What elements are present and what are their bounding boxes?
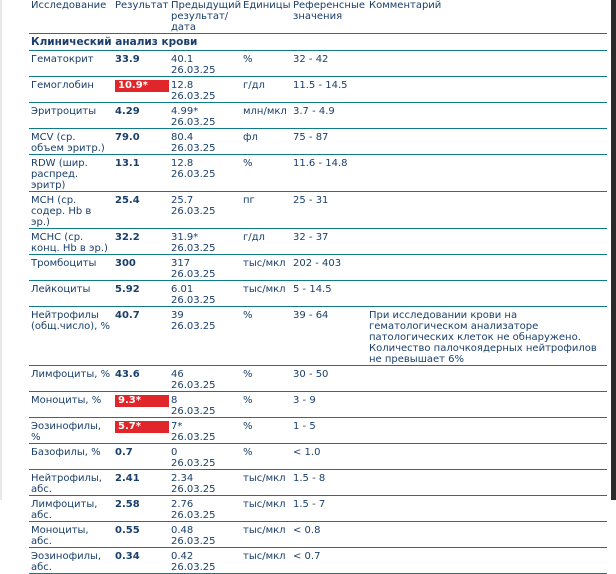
previous-result xyxy=(169,192,241,229)
table-row xyxy=(29,366,607,392)
previous-date: 26.03.25 xyxy=(171,169,216,180)
units: г/дл xyxy=(241,77,291,103)
previous-result xyxy=(169,255,241,281)
test-name: Моноциты, % xyxy=(29,392,113,418)
units: % xyxy=(241,155,291,192)
previous-date: 26.03.25 xyxy=(171,206,216,217)
comment xyxy=(367,255,607,281)
comment: При исследовании крови на гематологическом анализаторе патологических клеток не обнаружено. Количество палочкоядерных нейтрофилов не превышает 6% xyxy=(367,307,607,366)
comment xyxy=(367,51,607,77)
units: фл xyxy=(241,129,291,155)
test-name: Моноциты, абс. xyxy=(29,522,113,548)
previous-date: 26.03.25 xyxy=(171,65,216,76)
table-row xyxy=(29,444,607,470)
test-name: Базофилы, % xyxy=(29,444,113,470)
previous-value: 0 xyxy=(171,447,178,458)
previous-value: 8 xyxy=(171,395,178,406)
test-name: Лимфоциты, абс. xyxy=(29,496,113,522)
reference-range: 11.5 - 14.5 xyxy=(291,77,367,103)
reference-range: 3.7 - 4.9 xyxy=(291,103,367,129)
reference-range: 1.5 - 7 xyxy=(291,496,367,522)
comment xyxy=(367,155,607,192)
result-value: 40.7 xyxy=(113,307,169,366)
result-value: 0.55 xyxy=(113,522,169,548)
table-row xyxy=(29,129,607,155)
previous-result xyxy=(169,103,241,129)
result-value: 0.7 xyxy=(113,444,169,470)
result-value: 0.34 xyxy=(113,548,169,574)
test-name: Нейтрофилы (общ.число), % xyxy=(29,307,113,366)
reference-range: < 0.8 xyxy=(291,522,367,548)
previous-result xyxy=(169,496,241,522)
result-value: 13.1 xyxy=(113,155,169,192)
test-name: RDW (шир. распред. эритр) xyxy=(29,155,113,192)
header-units: Единицы xyxy=(243,0,291,11)
comment xyxy=(367,470,607,496)
previous-date: 26.03.25 xyxy=(171,380,216,391)
reference-range: 25 - 31 xyxy=(291,192,367,229)
previous-result xyxy=(169,522,241,548)
previous-value: 2.76 xyxy=(171,499,194,510)
abnormal-result-flag: 5.7* xyxy=(115,421,169,433)
units: % xyxy=(241,307,291,366)
test-name: Тромбоциты xyxy=(29,255,113,281)
result-value xyxy=(113,418,169,444)
previous-value: 25.7 xyxy=(171,195,194,206)
test-name: Лейкоциты xyxy=(29,281,113,307)
reference-range: 5 - 14.5 xyxy=(291,281,367,307)
reference-range: 202 - 403 xyxy=(291,255,367,281)
previous-result xyxy=(169,77,241,103)
previous-date: 26.03.25 xyxy=(171,321,216,332)
result-value: 300 xyxy=(113,255,169,281)
units: % xyxy=(241,418,291,444)
table-row xyxy=(29,255,607,281)
comment xyxy=(367,103,607,129)
previous-result xyxy=(169,129,241,155)
table-header xyxy=(29,0,607,34)
previous-value: 317 xyxy=(171,258,191,269)
test-name: Эозинофилы, абс. xyxy=(29,548,113,574)
previous-date: 26.03.25 xyxy=(171,143,216,154)
comment xyxy=(367,192,607,229)
section-row xyxy=(29,34,607,51)
previous-date: 26.03.25 xyxy=(171,562,216,573)
units: млн/мкл xyxy=(241,103,291,129)
table-row xyxy=(29,229,607,255)
previous-result xyxy=(169,366,241,392)
result-value: 5.92 xyxy=(113,281,169,307)
result-value: 43.6 xyxy=(113,366,169,392)
previous-date: 26.03.25 xyxy=(171,269,216,280)
reference-range: 11.6 - 14.8 xyxy=(291,155,367,192)
result-value xyxy=(113,392,169,418)
test-name: Гематокрит xyxy=(29,51,113,77)
abnormal-result-flag: 10.9* xyxy=(115,80,169,92)
reference-range: < 1.0 xyxy=(291,444,367,470)
header-comment: Комментарий xyxy=(369,0,442,11)
previous-result xyxy=(169,444,241,470)
result-value: 32.2 xyxy=(113,229,169,255)
previous-date: 26.03.25 xyxy=(171,91,216,102)
previous-value: 2.34 xyxy=(171,473,194,484)
page-left-edge xyxy=(0,0,2,500)
table-row xyxy=(29,470,607,496)
reference-range: 3 - 9 xyxy=(291,392,367,418)
comment xyxy=(367,418,607,444)
result-value xyxy=(113,77,169,103)
units: пг xyxy=(241,192,291,229)
comment xyxy=(367,548,607,574)
header-reference: Референсные значения xyxy=(293,0,366,22)
comment xyxy=(367,444,607,470)
table-row xyxy=(29,548,607,574)
test-name: Лимфоциты, % xyxy=(29,366,113,392)
previous-value: 4.99* xyxy=(171,106,199,117)
comment xyxy=(367,496,607,522)
test-name: Нейтрофилы, абс. xyxy=(29,470,113,496)
comment xyxy=(367,77,607,103)
comment xyxy=(367,129,607,155)
previous-result xyxy=(169,281,241,307)
previous-date: 26.03.25 xyxy=(171,432,216,443)
test-name: MCV (ср. объем эритр.) xyxy=(29,129,113,155)
previous-result xyxy=(169,392,241,418)
comment xyxy=(367,229,607,255)
comment xyxy=(367,392,607,418)
table-row xyxy=(29,103,607,129)
units: % xyxy=(241,444,291,470)
previous-value: 46 xyxy=(171,369,184,380)
table-row xyxy=(29,522,607,548)
previous-value: 7* xyxy=(171,421,183,432)
comment xyxy=(367,281,607,307)
abnormal-result-flag: 9.3* xyxy=(115,395,169,407)
previous-date: 26.03.25 xyxy=(171,243,216,254)
page-right-edge xyxy=(611,0,616,500)
previous-date: 26.03.25 xyxy=(171,295,216,306)
previous-result xyxy=(169,470,241,496)
test-name: MCH (ср. содер. Hb в эр.) xyxy=(29,192,113,229)
lab-report xyxy=(29,0,607,574)
table-row xyxy=(29,192,607,229)
header-previous: Предыдущий результат/дата xyxy=(171,0,242,33)
result-value: 2.58 xyxy=(113,496,169,522)
previous-value: 12.8 xyxy=(171,80,194,91)
previous-date: 26.03.25 xyxy=(171,484,216,495)
units: % xyxy=(241,366,291,392)
table-row xyxy=(29,281,607,307)
previous-value: 39 xyxy=(171,310,184,321)
table-row xyxy=(29,155,607,192)
reference-range: 1 - 5 xyxy=(291,418,367,444)
table-row xyxy=(29,418,607,444)
previous-value: 6.01 xyxy=(171,284,194,295)
test-name: Эозинофилы, % xyxy=(29,418,113,444)
previous-value: 0.42 xyxy=(171,551,194,562)
units: тыс/мкл xyxy=(241,496,291,522)
table-row xyxy=(29,496,607,522)
units: тыс/мкл xyxy=(241,281,291,307)
previous-value: 31.9* xyxy=(171,232,199,243)
units: г/дл xyxy=(241,229,291,255)
units: тыс/мкл xyxy=(241,255,291,281)
previous-result xyxy=(169,51,241,77)
test-name: MCHC (ср. конц. Hb в эр.) xyxy=(29,229,113,255)
reference-range: 39 - 64 xyxy=(291,307,367,366)
reference-range: 32 - 42 xyxy=(291,51,367,77)
header-test: Исследование xyxy=(31,0,107,11)
reference-range: 75 - 87 xyxy=(291,129,367,155)
previous-result xyxy=(169,418,241,444)
previous-date: 26.03.25 xyxy=(171,536,216,547)
previous-date: 26.03.25 xyxy=(171,510,216,521)
result-value: 33.9 xyxy=(113,51,169,77)
previous-value: 40.1 xyxy=(171,54,194,65)
previous-result xyxy=(169,155,241,192)
previous-value: 80.4 xyxy=(171,132,194,143)
comment xyxy=(367,366,607,392)
reference-range: 1.5 - 8 xyxy=(291,470,367,496)
reference-range: 30 - 50 xyxy=(291,366,367,392)
result-value: 25.4 xyxy=(113,192,169,229)
table-row xyxy=(29,51,607,77)
result-value: 79.0 xyxy=(113,129,169,155)
table-row xyxy=(29,307,607,366)
results-table xyxy=(29,0,607,574)
result-value: 4.29 xyxy=(113,103,169,129)
previous-result xyxy=(169,548,241,574)
units: % xyxy=(241,392,291,418)
header-result: Результат xyxy=(115,0,169,11)
table-row xyxy=(29,392,607,418)
comment xyxy=(367,522,607,548)
units: тыс/мкл xyxy=(241,548,291,574)
previous-result xyxy=(169,307,241,366)
units: % xyxy=(241,51,291,77)
previous-result xyxy=(169,229,241,255)
units: тыс/мкл xyxy=(241,470,291,496)
section-title: Клинический анализ крови xyxy=(29,34,607,51)
reference-range: < 0.7 xyxy=(291,548,367,574)
previous-date: 26.03.25 xyxy=(171,458,216,469)
units: тыс/мкл xyxy=(241,522,291,548)
previous-date: 26.03.25 xyxy=(171,117,216,128)
previous-date: 26.03.25 xyxy=(171,406,216,417)
result-value: 2.41 xyxy=(113,470,169,496)
previous-value: 12.8 xyxy=(171,158,194,169)
previous-value: 0.48 xyxy=(171,525,194,536)
table-row xyxy=(29,77,607,103)
test-name: Гемоглобин xyxy=(29,77,113,103)
test-name: Эритроциты xyxy=(29,103,113,129)
reference-range: 32 - 37 xyxy=(291,229,367,255)
